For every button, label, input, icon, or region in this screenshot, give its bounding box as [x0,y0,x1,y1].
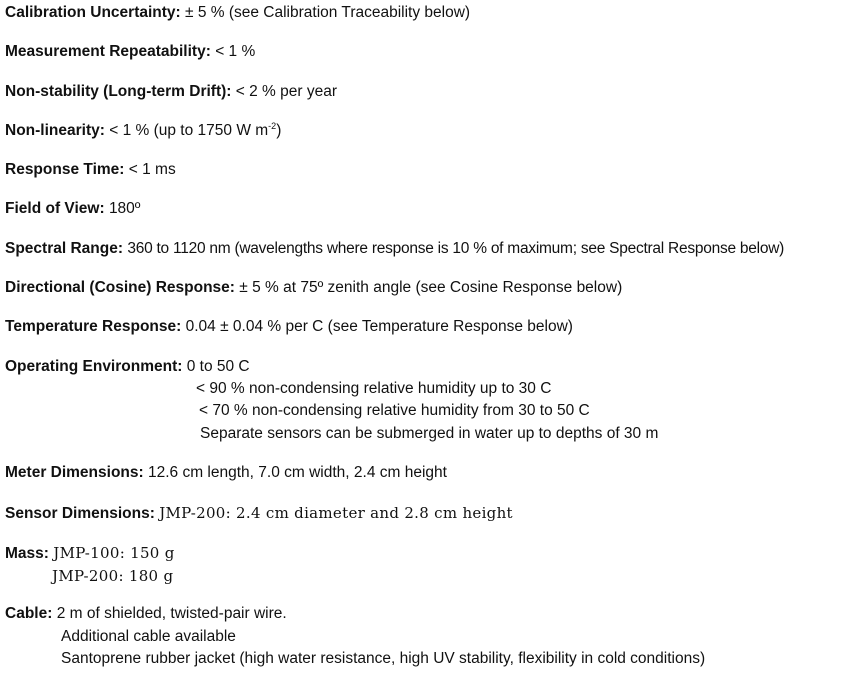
spec-response-time [5,160,176,180]
spec-label: Response Time: [5,161,125,178]
spec-non-stability [5,82,337,102]
spec-mass [5,543,175,564]
spec-value: 0 to 50 C [186,358,250,375]
spec-spectral-range [5,239,784,259]
spec-label: Measurement Repeatability: [5,43,211,60]
spec-label: Non-stability (Long-term Drift): [5,83,232,100]
spec-continuation-line: < 90 % non-condensing relative humidity up to 30 C [196,380,552,397]
spec-value-superscript: -2 [268,120,277,131]
spec-value: < 2 % per year [235,83,337,100]
spec-value: 12.6 cm length, 7.0 cm width, 2.4 cm height [147,464,447,481]
spec-value: ± 5 % at 75º zenith angle (see Cosine Response below) [239,279,623,296]
spec-temperature-response [5,317,573,337]
spec-label: Temperature Response: [5,318,182,335]
spec-value: < 1 % [215,43,256,60]
spec-calibration-uncertainty [5,3,470,23]
spec-meter-dimensions [5,463,447,483]
spec-value: ± 5 % (see Calibration Traceability below) [185,4,471,21]
spec-label: Sensor Dimensions: [5,505,155,522]
spec-value: JMP-200: 2.4 cm diameter and 2.8 cm height [159,504,513,522]
spec-operating-environment [5,357,250,377]
spec-value: 360 to 1120 nm (wavelengths where response is 10 % of maximum; see Spectral Response below) [127,240,785,257]
spec-continuation-line: JMP-200: 180 g [52,567,174,585]
spec-label: Field of View: [5,200,105,217]
spec-value-suffix: ) [276,122,282,139]
spec-value: JMP-100: 150 g [53,544,175,562]
spec-continuation-line: Santoprene rubber jacket (high water resistance, high UV stability, flexibility in cold conditions) [61,650,706,667]
spec-label: Non-linearity: [5,122,105,139]
spec-value: 2 m of shielded, twisted-pair wire. [56,605,287,622]
spec-label: Directional (Cosine) Response: [5,279,235,296]
spec-value: < 1 % (up to 1750 W m [109,122,269,139]
spec-sensor-dimensions [5,503,513,524]
spec-value: 0.04 ± 0.04 % per C (see Temperature Response below) [185,318,573,335]
spec-continuation-line: Separate sensors can be submerged in water up to depths of 30 m [200,425,659,442]
spec-value: < 1 ms [128,161,176,178]
spec-directional-response [5,278,622,298]
spec-value: 180º [108,200,141,217]
spec-label: Operating Environment: [5,358,183,375]
spec-label: Calibration Uncertainty: [5,4,181,21]
spec-label: Cable: [5,605,53,622]
spec-measurement-repeatability [5,42,255,62]
spec-continuation-line: < 70 % non-condensing relative humidity from 30 to 50 C [199,402,590,419]
spec-cable [5,604,287,624]
spec-non-linearity [5,121,281,141]
spec-label: Spectral Range: [5,240,124,257]
spec-continuation-line: Additional cable available [61,628,236,645]
spec-label: Mass: [5,545,49,562]
spec-label: Meter Dimensions: [5,464,144,481]
spec-field-of-view [5,199,140,219]
